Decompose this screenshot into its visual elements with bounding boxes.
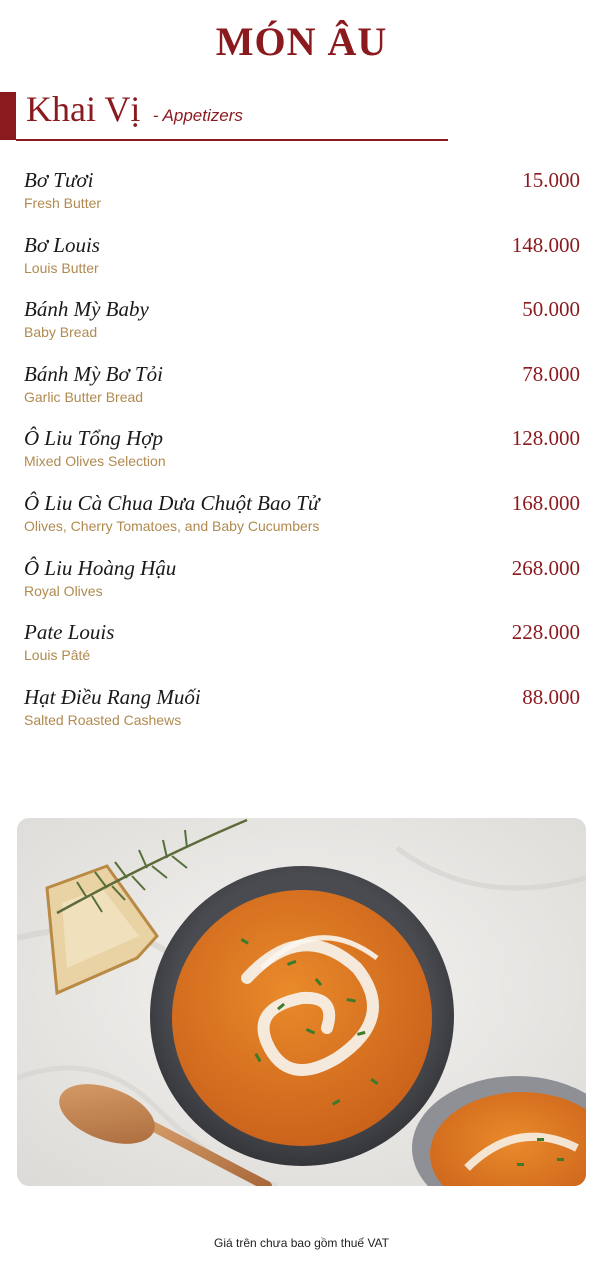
item-price: 148.000 (511, 232, 580, 257)
item-price: 88.000 (522, 684, 580, 709)
menu-list (24, 168, 580, 749)
item-english-name: Garlic Butter Bread (24, 388, 144, 405)
menu-item (24, 491, 580, 556)
item-name: Bơ Tươi (24, 168, 94, 192)
item-price: 15.000 (522, 168, 580, 192)
menu-item (24, 297, 580, 362)
item-english-name: Fresh Butter (24, 195, 102, 211)
menu-item (24, 685, 580, 750)
menu-item (24, 362, 580, 427)
item-english-name: Louis Butter (24, 259, 99, 276)
item-price: 78.000 (522, 361, 580, 386)
soup-photo (17, 818, 586, 1186)
item-name: Hạt Điều Rang Muối (24, 684, 201, 709)
section-divider (16, 139, 448, 141)
item-english-name: Salted Roasted Cashews (24, 711, 182, 728)
menu-item (24, 620, 580, 685)
section-heading (26, 88, 243, 130)
item-price: 128.000 (511, 426, 580, 451)
item-price: 168.000 (511, 490, 580, 515)
menu-item (24, 556, 580, 621)
item-name: Bánh Mỳ Baby (24, 297, 149, 322)
item-english-name: Olives, Cherry Tomatoes, and Baby Cucumbers (24, 517, 320, 534)
item-price: 268.000 (511, 555, 580, 580)
item-name: Ô Liu Tổng Hợp (24, 426, 163, 451)
item-name: Ô Liu Cà Chua Dưa Chuột Bao Tử (24, 490, 320, 515)
vat-note: Giá trên chưa bao gồm thuế VAT (213, 1236, 389, 1250)
item-name: Bánh Mỳ Bơ Tỏi (24, 361, 163, 386)
item-english-name: Royal Olives (24, 582, 103, 599)
section-subtitle: - Appetizers (152, 106, 243, 125)
page-title: MÓN ÂU (215, 19, 388, 64)
item-name: Pate Louis (24, 620, 115, 645)
section-accent-bar (0, 92, 16, 140)
item-name: Bơ Louis (24, 232, 100, 257)
menu-item (24, 168, 580, 233)
menu-item (24, 233, 580, 298)
item-english-name: Louis Pâté (24, 647, 91, 664)
item-name: Ô Liu Hoàng Hậu (24, 555, 177, 580)
item-price: 50.000 (522, 297, 580, 322)
section-title: Khai Vị (26, 89, 141, 129)
item-english-name: Mixed Olives Selection (24, 453, 166, 470)
menu-item (24, 426, 580, 491)
item-price: 228.000 (511, 620, 580, 645)
item-english-name: Baby Bread (24, 324, 98, 341)
